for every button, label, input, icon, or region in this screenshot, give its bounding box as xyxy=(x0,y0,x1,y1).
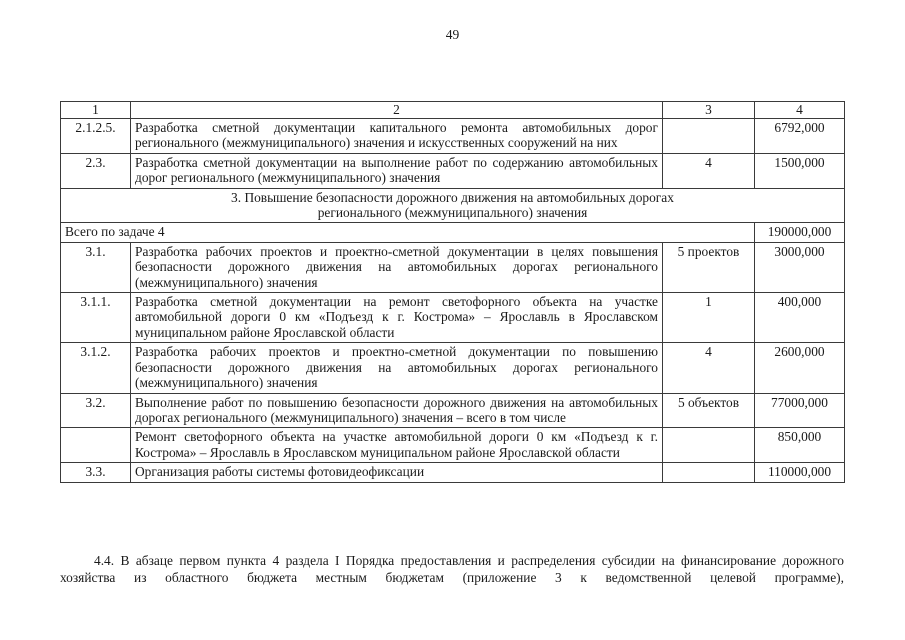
row-amount: 110000,000 xyxy=(755,463,845,482)
budget-table xyxy=(60,101,845,483)
row-code: 3.1.1. xyxy=(61,293,131,343)
row-description: Выполнение работ по повышению безопасности дорожного движения на автомобильных дорогах регионального (межмуниципального) значения – всего в том числе xyxy=(131,393,663,428)
row-description: Разработка сметной документации на ремонт светофорного объекта на участке автомобильной дороги 0 км «Подъезд к г. Кострома» – Ярославль в Ярославском муниципальном районе Ярославской области xyxy=(131,293,663,343)
row-description: Разработка сметной документации капитального ремонта автомобильных дорог регионального (межмуниципального) значения и искусственных сооружений на них xyxy=(131,119,663,154)
row-amount: 1500,000 xyxy=(755,153,845,188)
row-amount: 3000,000 xyxy=(755,242,845,292)
table-row xyxy=(61,293,845,343)
paragraph-text: 4.4. В абзаце первом пункта 4 раздела I Порядка предоставления и распределения субсидии на финансирование дорожного хозяйства из областного бюджета местным бюджетам (приложение 3 к ведомственной целевой программе), xyxy=(60,553,844,585)
row-quantity xyxy=(663,119,755,154)
row-code: 2.1.2.5. xyxy=(61,119,131,154)
header-col-4: 4 xyxy=(755,102,845,119)
row-description: Разработка сметной документации на выполнение работ по содержанию автомобильных дорог регионального (межмуниципального) значения xyxy=(131,153,663,188)
section-heading: 3. Повышение безопасности дорожного движения на автомобильных дорогах регионального (межмуниципального) значения xyxy=(61,188,845,223)
body-paragraph xyxy=(60,552,844,586)
table-header-row xyxy=(61,102,845,119)
row-description: Ремонт светофорного объекта на участке автомобильной дороги 0 км «Подъезд к г. Кострома» – Ярославль в Ярославском муниципальном районе Ярославской области xyxy=(131,428,663,463)
row-code: 3.2. xyxy=(61,393,131,428)
row-quantity: 4 xyxy=(663,343,755,393)
table-row xyxy=(61,242,845,292)
header-col-2: 2 xyxy=(131,102,663,119)
row-quantity xyxy=(663,463,755,482)
total-amount: 190000,000 xyxy=(755,223,845,242)
row-amount: 400,000 xyxy=(755,293,845,343)
row-code: 3.1.2. xyxy=(61,343,131,393)
row-description: Разработка рабочих проектов и проектно-сметной документации по повышению безопасности дорожного движения на автомобильных дорогах регионального (межмуниципального) значения xyxy=(131,343,663,393)
row-quantity: 5 проектов xyxy=(663,242,755,292)
header-col-3: 3 xyxy=(663,102,755,119)
row-code: 2.3. xyxy=(61,153,131,188)
row-code: 3.1. xyxy=(61,242,131,292)
row-quantity: 4 xyxy=(663,153,755,188)
row-quantity: 5 объектов xyxy=(663,393,755,428)
header-col-1: 1 xyxy=(61,102,131,119)
page-number: 49 xyxy=(445,27,460,42)
table-row xyxy=(61,153,845,188)
section-heading-row xyxy=(61,188,845,223)
total-label: Всего по задаче 4 xyxy=(61,223,755,242)
table-row xyxy=(61,463,845,482)
table-row xyxy=(61,343,845,393)
row-amount: 77000,000 xyxy=(755,393,845,428)
row-amount: 2600,000 xyxy=(755,343,845,393)
row-description: Организация работы системы фотовидеофиксации xyxy=(131,463,663,482)
row-code: 3.3. xyxy=(61,463,131,482)
table-row xyxy=(61,393,845,428)
row-amount: 850,000 xyxy=(755,428,845,463)
row-code xyxy=(61,428,131,463)
row-description: Разработка рабочих проектов и проектно-сметной документации в целях повышения безопасности дорожного движения на автомобильных дорогах регионального (межмуниципального) значения xyxy=(131,242,663,292)
row-amount: 6792,000 xyxy=(755,119,845,154)
table-row xyxy=(61,428,845,463)
table-row xyxy=(61,119,845,154)
row-quantity xyxy=(663,428,755,463)
total-row xyxy=(61,223,845,242)
row-quantity: 1 xyxy=(663,293,755,343)
